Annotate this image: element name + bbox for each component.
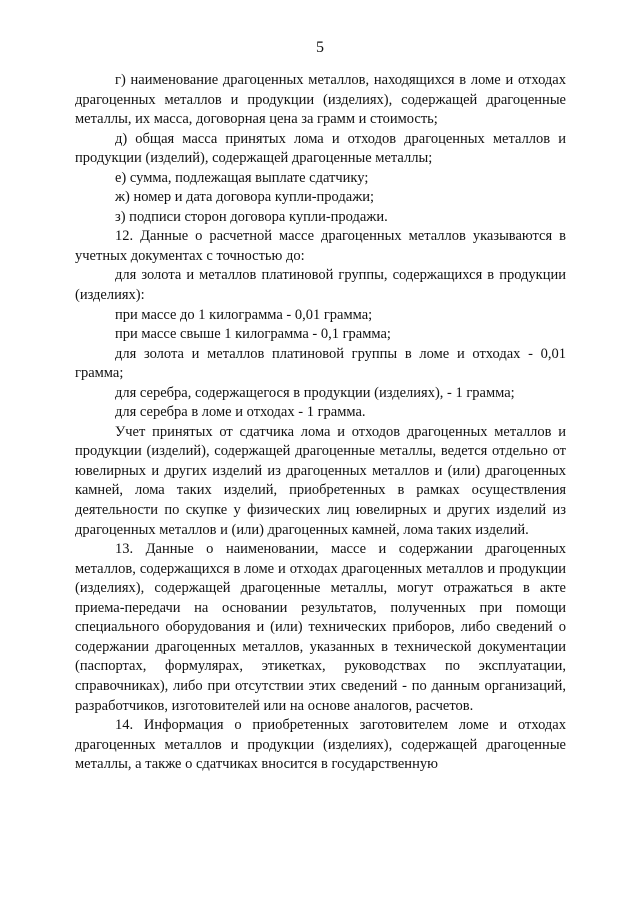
paragraph-section-14: 14. Информация о приобретенных заготовителем ломе и отходах драгоценных металлов и продукции (изделиях), содержащей драгоценные металлы, а также о сдатчиках вносится в государственную [75,717,566,773]
paragraph-item-g: г) наименование драгоценных металлов, находящихся в ломе и отходах драгоценных металлов и продукции (изделиях), содержащей драгоценные металлы, их масса, договорная цена за грамм и стоимость; [75,72,566,128]
document-body [75,71,566,775]
paragraph-item-zh: ж) номер и дата договора купли-продажи; [115,189,374,206]
paragraph-gold-platinum-scrap: для золота и металлов платиновой группы в ломе и отходах - 0,01 грамма; [75,345,566,382]
paragraph-silver-products: для серебра, содержащегося в продукции (изделиях), - 1 грамма; [115,384,515,401]
page-number: 5 [316,39,324,56]
paragraph-section-12: 12. Данные о расчетной массе драгоценных металлов указываются в учетных документах с точностью до: [75,228,566,264]
paragraph-item-z: з) подписи сторон договора купли-продажи. [115,208,388,225]
paragraph-item-e: е) сумма, подлежащая выплате сдатчику; [115,169,369,186]
paragraph-item-d: д) общая масса принятых лома и отходов драгоценных металлов и продукции (изделий), содержащей драгоценные металлы; [75,130,566,167]
paragraph-mass-over-1kg: при массе свыше 1 килограмма - 0,1 грамма; [115,326,391,343]
paragraph-gold-platinum-products: для золота и металлов платиновой группы, содержащихся в продукции (изделиях): [75,267,566,304]
paragraph-accounting: Учет принятых от сдатчика лома и отходов драгоценных металлов и продукции (изделий), содержащей драгоценные металлы, ведется отдельно от ювелирных и других изделий из драгоценных металлов и (или) драгоценных камней, лома таких изделий, приобретенных в рамках осуществления деятельности по скупке у физических лиц ювелирных и других изделий из драгоценных металлов и (или) драгоценных камней, лома таких изделий. [75,423,566,538]
paragraph-silver-scrap: для серебра в ломе и отходах - 1 грамма. [115,404,366,421]
paragraph-section-13: 13. Данные о наименовании, массе и содержании драгоценных металлов, содержащихся в ломе и отходах драгоценных металлов и продукции (изделиях), содержащей драгоценные металлы, могут отражаться в акте приема-передачи на основании результатов, полученных при помощи специального оборудования и (или) технических приборов, либо сведений о содержании драгоценных металлов, указанных в технической документации (паспортах, формулярах, этикетках, руководствах по эксплуатации, справочниках), либо при отсутствии этих сведений - по данным организаций, разработчиков, изготовителей или на основе аналогов, расчетов. [75,541,566,714]
paragraph-mass-under-1kg: при массе до 1 килограмма - 0,01 грамма; [115,306,373,323]
